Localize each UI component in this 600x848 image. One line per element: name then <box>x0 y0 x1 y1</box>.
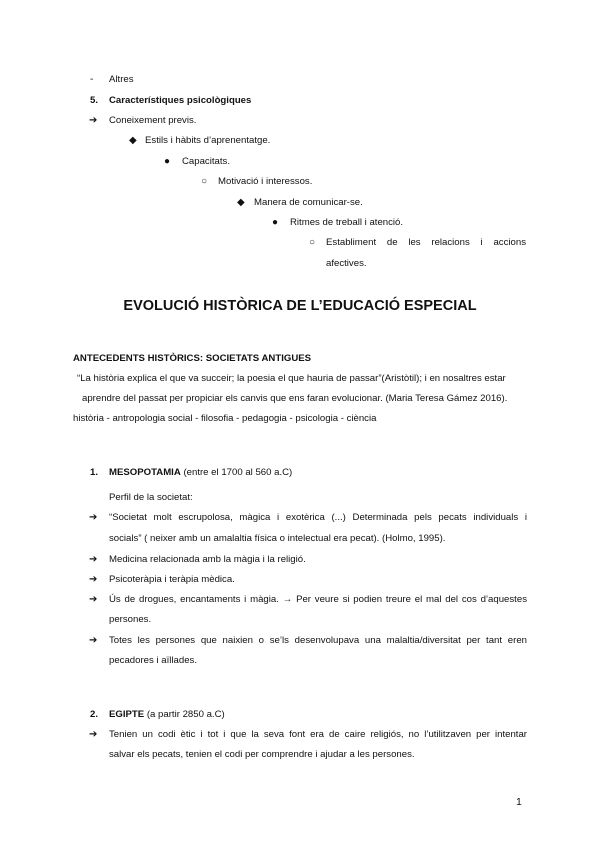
arrow-bullet-icon: ➔ <box>89 729 98 740</box>
mesopotamia-bullet-5-line2: pecadores i aïllades. <box>109 655 197 666</box>
mesopotamia-bullet-4-line1: Ús de drogues, encantaments i màgia. → Per veure si podien treure el mal del cos d’aquestes <box>109 594 527 605</box>
outline-manera: Manera de comunicar-se. <box>254 197 363 208</box>
egipte-bullet-line2: salvar els pecats, tenien el codi per comprendre i ajudar a les persones. <box>109 749 415 760</box>
arrow-bullet-icon: ➔ <box>89 115 98 126</box>
mesopotamia-number: 1. <box>90 467 99 478</box>
quote-line-1: “La història explica el que va succeir; la poesia el que hauria de passar”(Aristòtil); i en nosaltres estar <box>77 373 506 384</box>
antecedents-heading: ANTECEDENTS HISTÒRICS: SOCIETATS ANTIGUES <box>73 353 312 364</box>
outline-ritmes: Ritmes de treball i atenció. <box>290 217 404 228</box>
arrow-bullet-icon: ➔ <box>89 512 98 523</box>
mesopotamia-bullet-1-line2: socials” ( neixer amb un amalaltia física o intelectual era pecat). (Holmo, 1995). <box>109 533 446 544</box>
perfil-label: Perfil de la societat: <box>109 492 193 503</box>
section-5-heading: Característiques psicològiques <box>109 95 252 106</box>
arrow-bullet-icon: ➔ <box>89 594 98 605</box>
egipte-dates: (a partir 2850 a.C) <box>146 709 225 720</box>
disciplines-line: història - antropologia social - filosofia - pedagogia - psicologia - ciència <box>73 413 377 424</box>
quote-line-2: aprendre del passat per propiciar els canvis que ens faran evolucionar. (Maria Teresa Gámez 2016). <box>82 393 508 404</box>
mesopotamia-heading <box>109 466 292 480</box>
arrow-bullet-icon: ➔ <box>89 574 98 585</box>
mesopotamia-bullet-5-line1: Totes les persones que naixien o se’ls desenvolupava una malaltia/diversitat per tant eren <box>109 635 527 646</box>
outline-capacitats: Capacitats. <box>182 156 230 167</box>
outline-establiment-line1: Establiment de les relacions i accions <box>326 237 526 248</box>
egipte-bullet-line1: Tenien un codi ètic i tot i que la seva font era de caire religiós, no l’utilitzaven per intentar <box>109 729 527 740</box>
mesopotamia-bullet-4-line2: persones. <box>109 614 152 625</box>
outline-estils: Estils i hàbits d’aprenentatge. <box>145 135 271 146</box>
filled-circle-bullet-icon: ● <box>272 217 279 228</box>
arrow-bullet-icon: ➔ <box>89 554 98 565</box>
outline-establiment-line2: afectives. <box>326 258 367 269</box>
diamond-bullet-icon: ◆ <box>129 135 137 146</box>
page-title: EVOLUCIÓ HISTÒRICA DE L’EDUCACIÓ ESPECIAL <box>123 298 477 314</box>
dash-marker: - <box>90 74 94 85</box>
outline-coneixement: Coneixement previs. <box>109 115 197 126</box>
arrow-bullet-icon: ➔ <box>89 635 98 646</box>
mesopotamia-dates: (entre el 1700 al 560 a.C) <box>183 467 293 478</box>
egipte-name: EGIPTE <box>109 709 145 720</box>
egipte-number: 2. <box>90 709 99 720</box>
section-5-number: 5. <box>90 95 99 106</box>
egipte-heading <box>109 708 225 722</box>
page-number: 1 <box>516 796 522 808</box>
filled-circle-bullet-icon: ● <box>164 156 171 167</box>
mesopotamia-bullet-1-line1: “Societat molt escrupolosa, màgica i exotèrica (...) Determinada pels pecats individuals i <box>109 512 527 523</box>
mesopotamia-bullet-2: Medicina relacionada amb la màgia i la religió. <box>109 554 306 565</box>
outline-altres: Altres <box>109 74 134 85</box>
hollow-circle-bullet-icon: ○ <box>309 237 316 248</box>
outline-motivacio: Motivació i interessos. <box>218 176 313 187</box>
mesopotamia-name: MESOPOTAMIA <box>109 467 181 478</box>
hollow-circle-bullet-icon: ○ <box>201 176 208 187</box>
diamond-bullet-icon: ◆ <box>237 197 245 208</box>
mesopotamia-bullet-3: Psicoteràpia i teràpia mèdica. <box>109 574 235 585</box>
